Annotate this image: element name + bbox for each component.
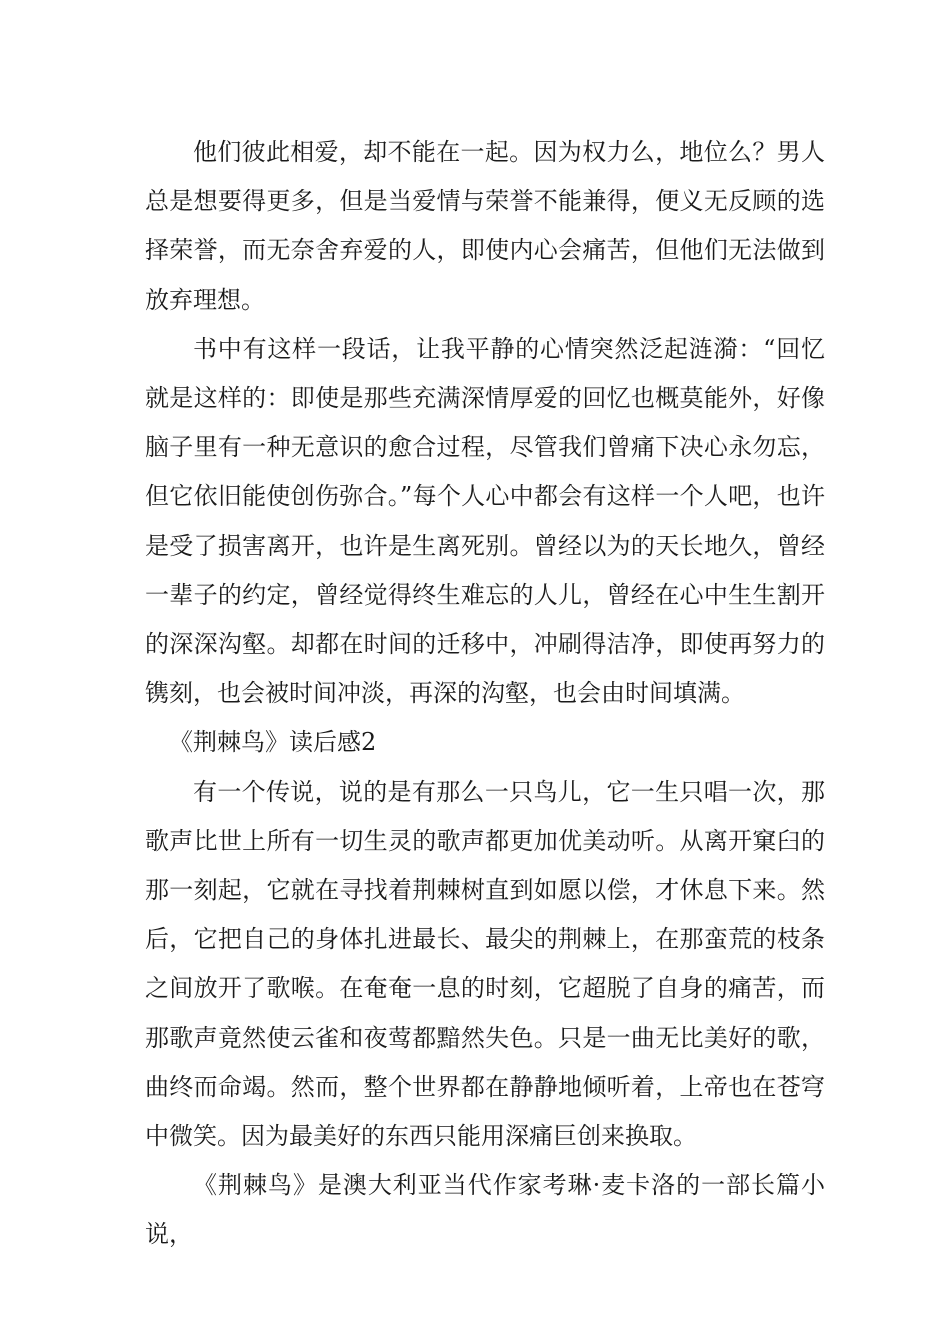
- paragraph-love-and-honor: 他们彼此相爱，却不能在一起。因为权力么，地位么？男人总是想要得更多，但是当爱情与荣誉不能兼得，便义无反顾的选择荣誉，而无奈舍弃爱的人，即使内心会痛苦，但他们无法做到放弃理想。: [145, 138, 825, 314]
- paragraph-novel-intro: 《荆棘鸟》是澳大利亚当代作家考琳·麦卡洛的一部长篇小说，: [145, 1171, 825, 1249]
- paragraph-legend-of-bird: 有一个传说，说的是有那么一只鸟儿，它一生只唱一次，那歌声比世上所有一切生灵的歌声都更加优美动听。从离开窠臼的那一刻起，它就在寻找着荆棘树直到如愿以偿，才休息下来。然后，它把自己的身体扎进最长、最尖的荆棘上，在那蛮荒的枝条之间放开了歌喉。在奄奄一息的时刻，它超脱了自身的痛苦，而那歌声竟然使云雀和夜莺都黯然失色。只是一曲无比美好的歌，曲终而命竭。然而，整个世界都在静静地倾听着，上帝也在苍穹中微笑。因为最美好的东西只能用深痛巨创来换取。: [145, 777, 825, 1151]
- document-body: [145, 128, 825, 1260]
- section-heading: 《荆棘鸟》读后感2: [169, 728, 377, 757]
- paragraph-memory-quote: 书中有这样一段话，让我平静的心情突然泛起涟漪：“回忆就是这样的：即使是那些充满深情厚爱的回忆也概莫能外，好像脑子里有一种无意识的愈合过程，尽管我们曾痛下决心永勿忘，但它依旧能使创伤弥合。”每个人心中都会有这样一个人吧，也许是受了损害离开，也许是生离死别。曾经以为的天长地久，曾经一辈子的约定，曾经觉得终生难忘的人儿，曾经在心中生生割开的深深沟壑。却都在时间的迁移中，冲刷得洁净，即使再努力的镌刻，也会被时间冲淡，再深的沟壑，也会由时间填满。: [145, 334, 825, 708]
